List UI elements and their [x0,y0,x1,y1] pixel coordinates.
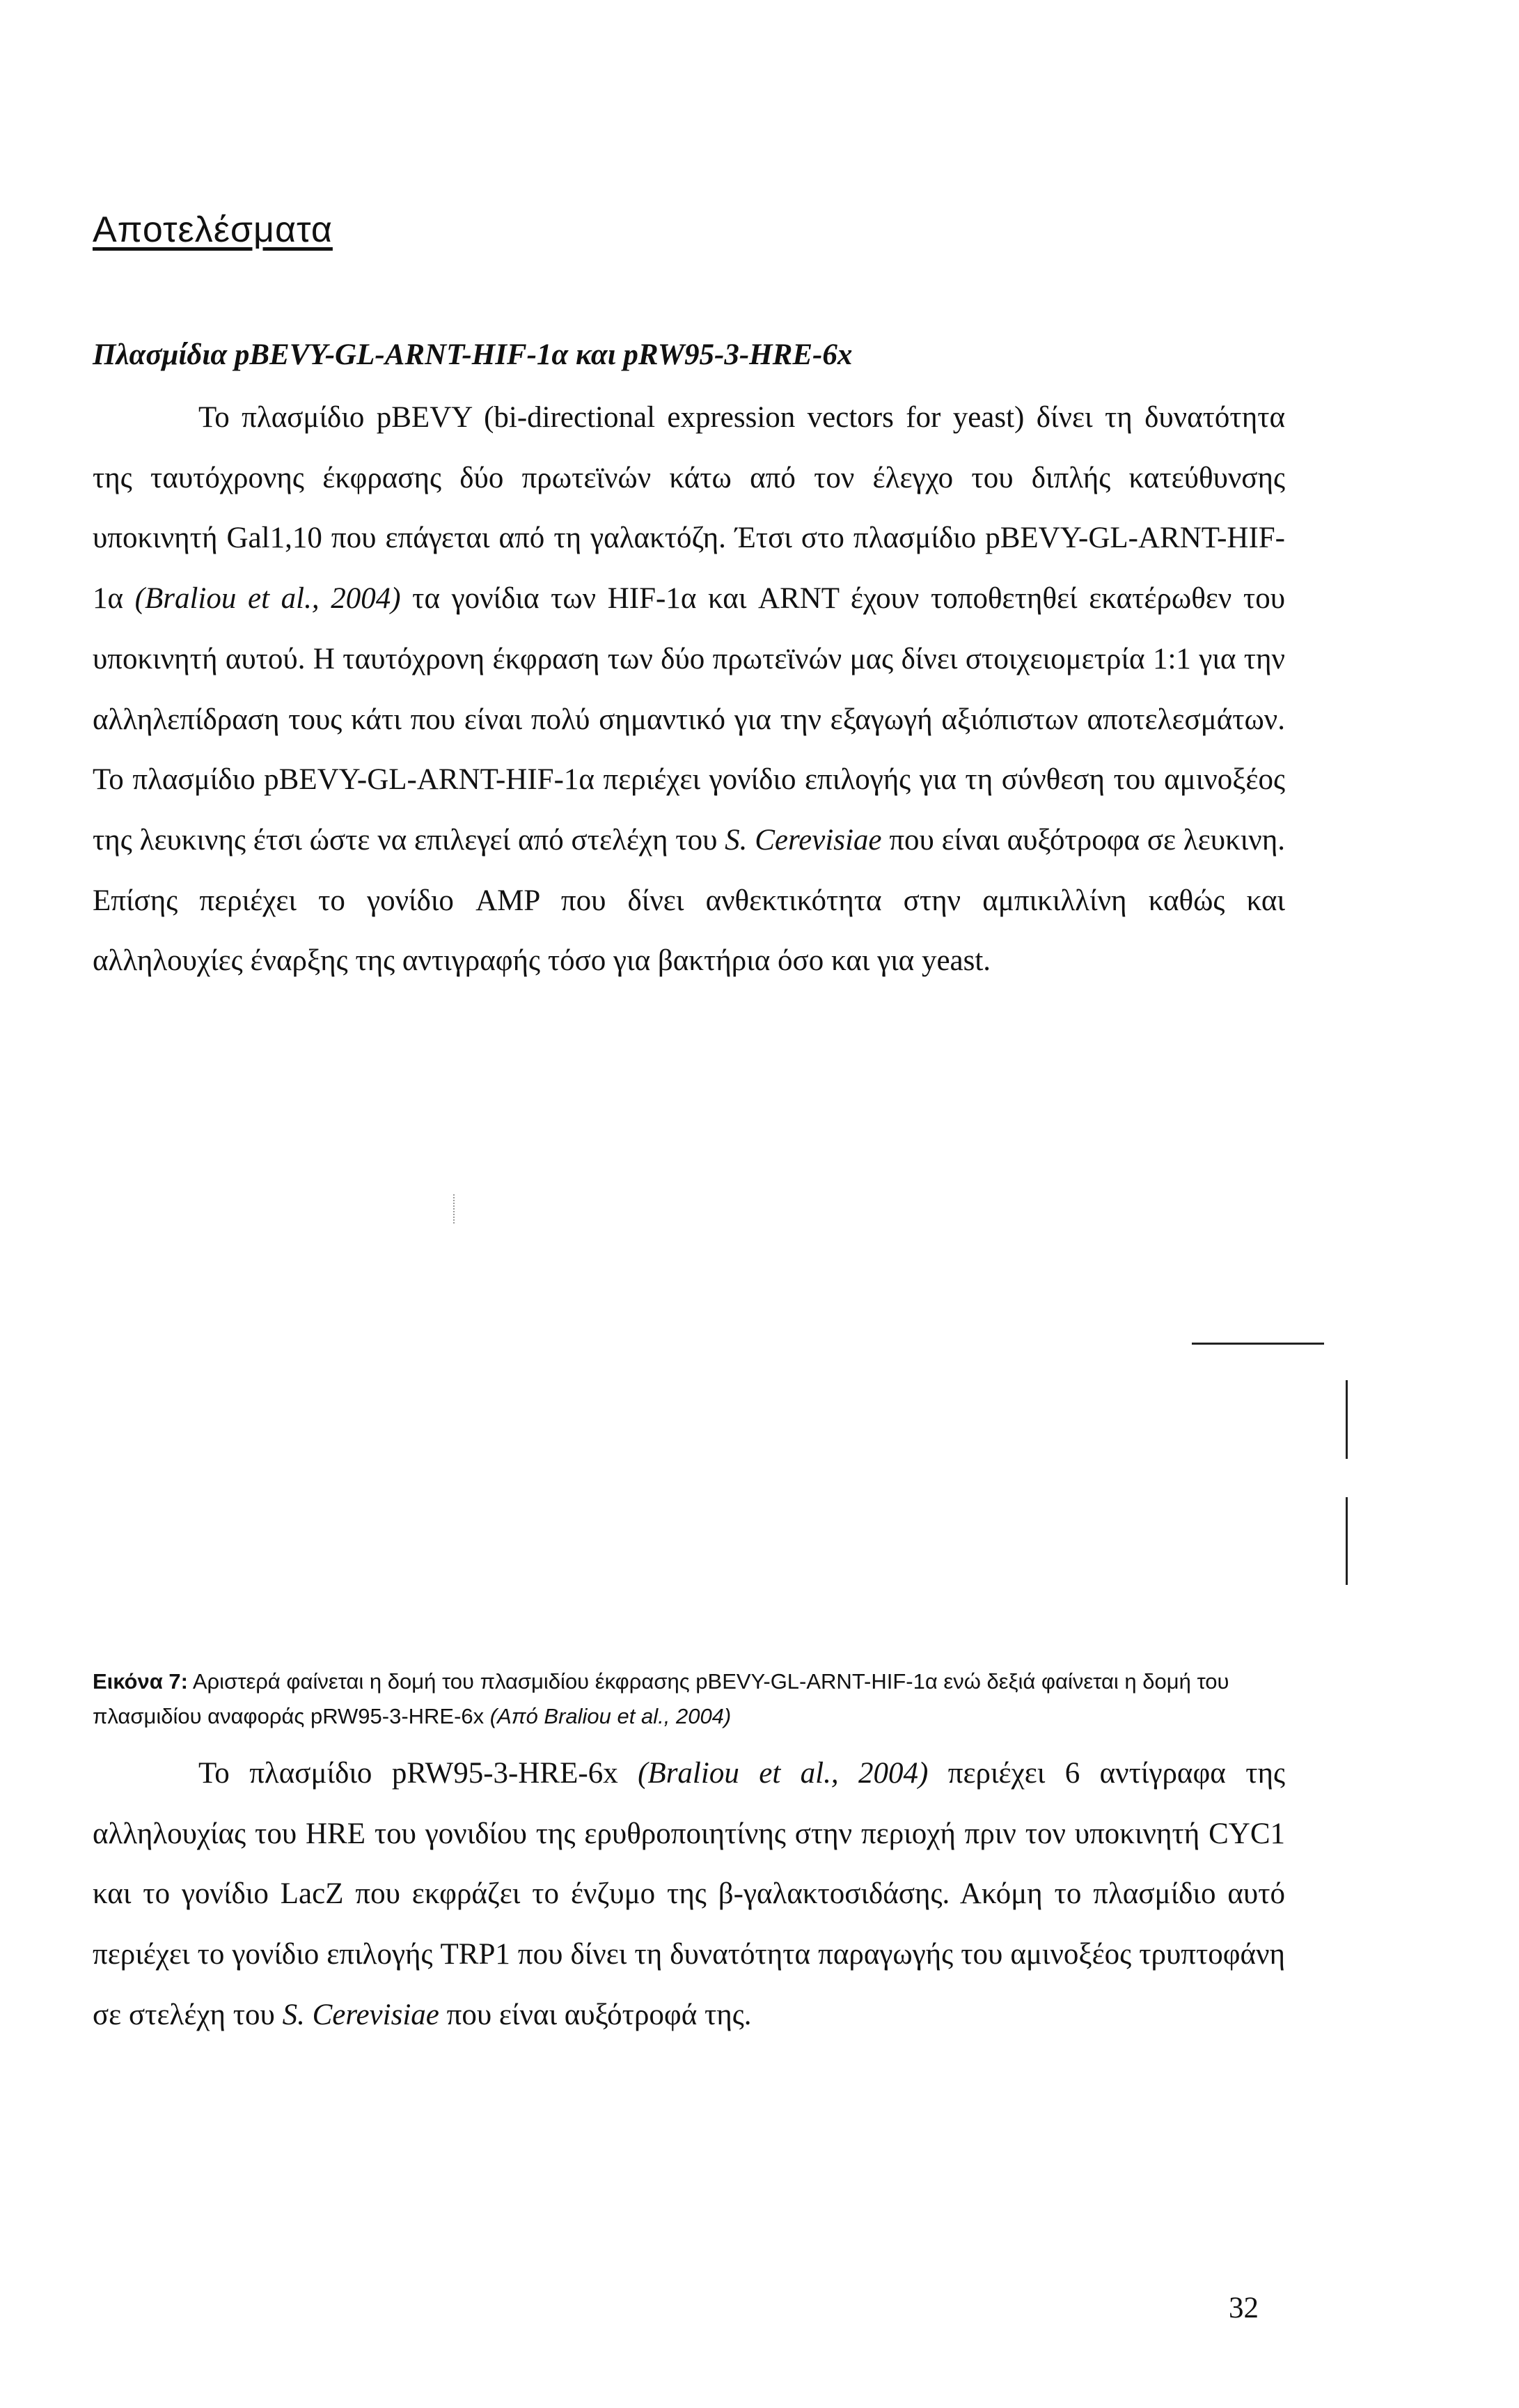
para2-seg: περιέχει 6 αντίγραφα της αλληλουχίας του HRE του γονιδίου της ερυθροποιητίνης στην περιοχή πριν τον υποκινητή CYC1 και το γονίδιο LacZ που εκφράζει το ένζυμο της β-γαλακτοσιδάσης. Ακόμη το πλασμίδιο αυτό περιέχει το γονίδιο επιλογής TRP1 που δίνει τη δυνατότητα παραγωγής του αμινοξέος τρυπτοφάνη σε στελέχη του [93,1757,1286,2031]
plasmids-subheading: Πλασμίδια pBEVY-GL-ARNT-HIF-1α και pRW95-3-HRE-6x [93,338,853,371]
para2-citation: (Braliou et al., 2004) [638,1757,929,1790]
figure-caption [93,1664,1290,1734]
para2-seg: Το πλασμίδιο pRW95-3-HRE-6x [198,1757,638,1790]
para1-seg: τα γονίδια των HIF-1α και ARNT έχουν τοποθετηθεί εκατέρωθεν του υποκινητή αυτού. Η ταυτόχρονη έκφραση των δύο πρωτεϊνών μας δίνει στοιχειομετρία 1:1 για την αλληλεπίδραση τους κάτι που είναι πολύ σημαντικό για την εξαγωγή αξιόπιστων αποτελεσμάτων. Το πλασμίδιο pBEVY-GL-ARNT-HIF-1α περιέχει γονίδιο επιλογής για τη σύνθεση του αμινοξέος της λευκινης έτσι ώστε να επιλεγεί από στελέχη του [93,582,1285,857]
para1-citation: (Braliou et al., 2004) [134,582,401,616]
paragraph-prw95 [93,1744,1285,2046]
para1-seg: που είναι αυξότροφα σε λευκινη. Επίσης περιέχει το γονίδιο AMP που δίνει ανθεκτικότητα στην αμπικιλλίνη καθώς και αλληλουχίες έναρξης της αντιγραφής τόσο για βακτήρια όσο και για yeast. [93,823,1285,978]
figure-horizontal-line [1192,1343,1324,1345]
caption-citation: (Από Braliou et al., 2004) [489,1704,732,1728]
caption-text: Αριστερά φαίνεται η δομή του πλασμιδίου έκφρασης pBEVY-GL-ARNT-HIF-1α ενώ δεξιά φαίνεται η δομή του πλασμιδίου αναφοράς pRW95-3-HRE-6x [93,1669,1229,1728]
page-number: 32 [1229,2292,1259,2324]
para1-species: S. Cerevisiae [725,823,882,857]
caption-label: Εικόνα 7: [93,1669,188,1694]
figure-vertical-line-bottom [1346,1497,1348,1585]
section-heading: Αποτελέσματα [93,210,333,250]
para2-seg: που είναι αυξότροφά της. [439,1998,752,2031]
para2-species: S. Cerevisiae [282,1998,439,2031]
figure-dotted-mark [453,1194,455,1223]
para1-seg: Το πλασμίδιο pBEVY (bi-directional expression vectors for yeast) δίνει τη δυνατότητα της ταυτόχρονης έκφρασης δύο πρωτεϊνών κάτω από τον έλεγχο του διπλής κατεύθυνσης υποκινητή Gal1,10 που επάγεται από τη γαλακτόζη. Έτσι στο πλασμίδιο pBEVY-GL-ARNT-HIF-1α [93,401,1285,616]
figure-vertical-line-top [1346,1380,1348,1459]
paragraph-pbevy [93,388,1285,992]
